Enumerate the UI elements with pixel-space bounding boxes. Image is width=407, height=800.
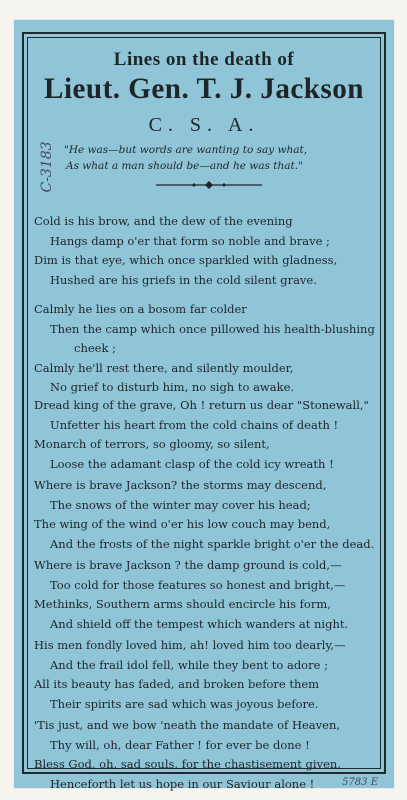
ornament-divider (154, 180, 264, 190)
title-line-3: C. S. A. (148, 114, 260, 136)
poem-line: Too cold for those features so honest and bright,— (50, 577, 346, 592)
title-line-1: Lines on the death of (113, 49, 295, 70)
poem-line: All its beauty has faded, and broken before them (34, 677, 320, 691)
poem-line: Methinks, Southern arms should encircle his form, (34, 597, 331, 611)
poem-line: Then the camp which once pillowed his health-blushing (50, 321, 375, 336)
poem-line: Calmly he lies on a bosom far colder (34, 302, 247, 316)
poem-line: And the frail idol fell, while they bent to adore ; (50, 657, 328, 672)
poem-line: No grief to disturb him, no sigh to awake. (50, 380, 295, 394)
poem-line: The snows of the winter may cover his head; (50, 497, 311, 512)
poem-line: Unfetter his heart from the cold chains of death ! (50, 417, 339, 432)
poem-line: 'Tis just, and we bow 'neath the mandate of Heaven, (34, 718, 341, 732)
poem-line: Thy will, oh, dear Father ! for ever be done ! (50, 737, 310, 752)
handwritten-note: C-3183 (39, 141, 55, 193)
epigraph-line: As what a man should be—and he was that." (66, 160, 303, 172)
catalog-number: 5783 E (342, 777, 378, 788)
poem-line: Cold is his brow, and the dew of the evening (34, 214, 293, 228)
stanza-6 (34, 636, 378, 714)
poem-line: Dim is that eye, which once sparkled with gladness, (34, 253, 338, 267)
stanza-1 (34, 212, 378, 290)
poem-line: Where is brave Jackson ? the damp ground is cold,— (34, 558, 342, 572)
stanza-5 (34, 556, 378, 634)
stanza-3 (34, 396, 378, 474)
stanza-2 (34, 300, 378, 398)
poem-line: And the frosts of the night sparkle bright o'er the dead. (50, 536, 375, 551)
poem-line: His men fondly loved him, ah! loved him too dearly,— (34, 638, 346, 652)
poem-line: cheek ; (74, 341, 116, 355)
poem-line: Loose the adamant clasp of the cold icy wreath ! (50, 456, 334, 471)
epigraph-line: "He was—but words are wanting to say what, (64, 144, 308, 156)
poem-line: The wing of the wind o'er his low couch may bend, (34, 517, 331, 531)
broadside-sheet (14, 20, 394, 791)
poem-line: Monarch of terrors, so gloomy, so silent, (34, 437, 270, 451)
poem-line: Hushed are his griefs in the cold silent grave. (50, 272, 317, 287)
title-line-2: Lieut. Gen. T. J. Jackson (44, 72, 364, 105)
stanza-7 (34, 716, 378, 794)
poem-line: Dread king of the grave, Oh ! return us dear "Stonewall," (34, 398, 369, 412)
poem-line: Henceforth let us hope in our Saviour alone ! (50, 776, 315, 791)
poem-line: Bless God, oh, sad souls, for the chastisement given, (34, 757, 341, 771)
poem-line: Calmly he'll rest there, and silently moulder, (34, 360, 294, 375)
poem-line: Their spirits are sad which was joyous before. (50, 696, 319, 711)
epigraph (64, 142, 374, 174)
poem-line: Hangs damp o'er that form so noble and brave ; (50, 233, 330, 248)
stanza-4 (34, 476, 378, 554)
poem-line: And shield off the tempest which wanders at night. (50, 616, 349, 631)
poem-line: Where is brave Jackson? the storms may descend, (34, 478, 327, 492)
